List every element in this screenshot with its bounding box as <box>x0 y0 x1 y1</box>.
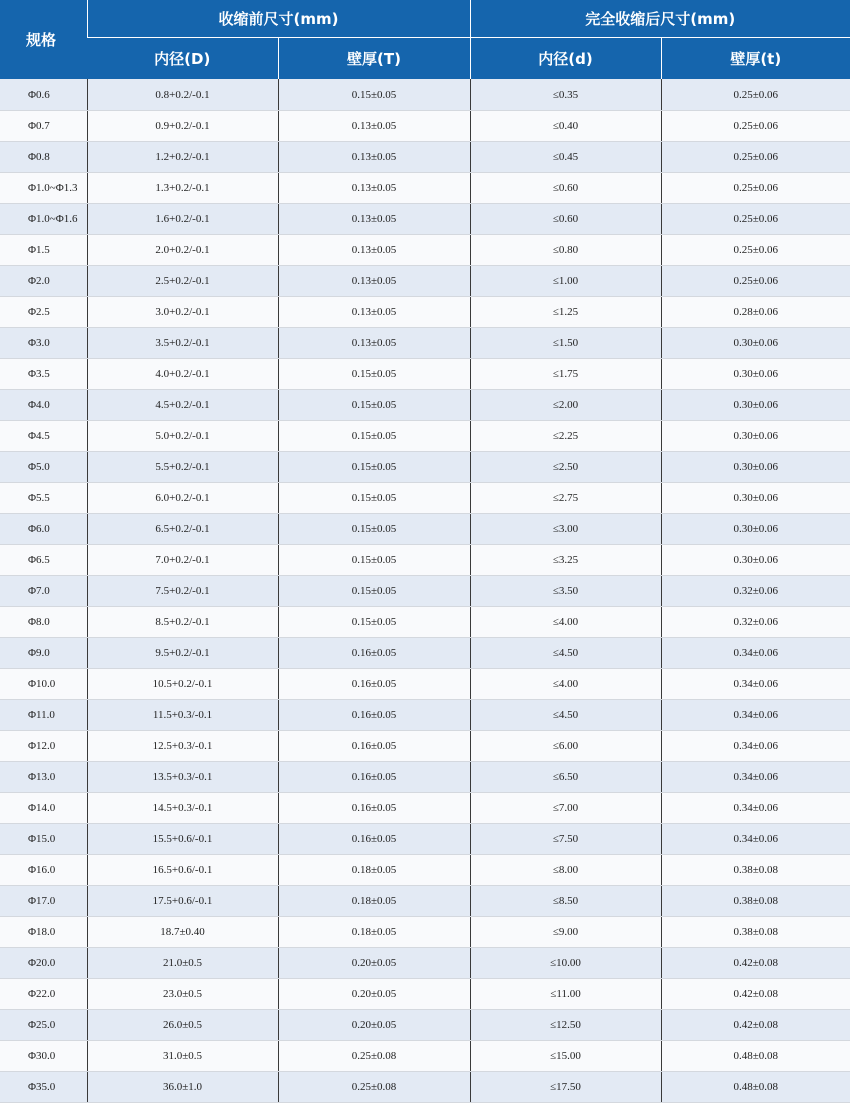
table-row <box>0 452 850 483</box>
table-row <box>0 762 850 793</box>
after-wall-thickness-cell: 0.25±0.06 <box>661 235 850 266</box>
spec-cell: Φ6.0 <box>0 514 87 545</box>
spec-column-header: 规格 <box>0 0 87 79</box>
before-inner-diameter-cell: 15.5+0.6/-0.1 <box>87 824 278 855</box>
before-inner-diameter-cell: 2.0+0.2/-0.1 <box>87 235 278 266</box>
before-wall-thickness-cell: 0.25±0.08 <box>278 1041 470 1072</box>
spec-cell: Φ5.5 <box>0 483 87 514</box>
before-wall-thickness-cell: 0.16±0.05 <box>278 669 470 700</box>
table-row <box>0 235 850 266</box>
after-wall-thickness-cell: 0.30±0.06 <box>661 452 850 483</box>
after-inner-diameter-cell: ≤4.00 <box>470 607 661 638</box>
after-inner-diameter-cell: ≤17.50 <box>470 1072 661 1103</box>
after-inner-diameter-cell: ≤10.00 <box>470 948 661 979</box>
spec-cell: Φ6.5 <box>0 545 87 576</box>
spec-cell: Φ0.7 <box>0 111 87 142</box>
before-wall-thickness-cell: 0.13±0.05 <box>278 235 470 266</box>
after-wall-thickness-header: 壁厚(t) <box>661 38 850 80</box>
after-wall-thickness-cell: 0.30±0.06 <box>661 359 850 390</box>
spec-cell: Φ0.6 <box>0 79 87 111</box>
after-wall-thickness-cell: 0.25±0.06 <box>661 266 850 297</box>
after-wall-thickness-cell: 0.32±0.06 <box>661 607 850 638</box>
table-row <box>0 421 850 452</box>
after-inner-diameter-cell: ≤0.35 <box>470 79 661 111</box>
after-wall-thickness-cell: 0.25±0.06 <box>661 142 850 173</box>
before-wall-thickness-cell: 0.16±0.05 <box>278 793 470 824</box>
before-inner-diameter-cell: 13.5+0.3/-0.1 <box>87 762 278 793</box>
table-row <box>0 1010 850 1041</box>
table-row <box>0 266 850 297</box>
spec-cell: Φ5.0 <box>0 452 87 483</box>
table-row <box>0 1072 850 1103</box>
before-inner-diameter-cell: 3.5+0.2/-0.1 <box>87 328 278 359</box>
table-row <box>0 917 850 948</box>
after-wall-thickness-cell: 0.30±0.06 <box>661 483 850 514</box>
after-wall-thickness-cell: 0.25±0.06 <box>661 111 850 142</box>
after-inner-diameter-cell: ≤4.00 <box>470 669 661 700</box>
before-inner-diameter-cell: 0.8+0.2/-0.1 <box>87 79 278 111</box>
before-wall-thickness-cell: 0.15±0.05 <box>278 421 470 452</box>
table-row <box>0 886 850 917</box>
table-header <box>0 0 850 79</box>
spec-cell: Φ2.0 <box>0 266 87 297</box>
spec-cell: Φ17.0 <box>0 886 87 917</box>
before-wall-thickness-cell: 0.15±0.05 <box>278 545 470 576</box>
before-wall-thickness-header: 壁厚(T) <box>278 38 470 80</box>
spec-cell: Φ8.0 <box>0 607 87 638</box>
spec-cell: Φ11.0 <box>0 700 87 731</box>
after-inner-diameter-cell: ≤0.60 <box>470 204 661 235</box>
spec-cell: Φ4.0 <box>0 390 87 421</box>
before-inner-diameter-cell: 4.5+0.2/-0.1 <box>87 390 278 421</box>
after-inner-diameter-cell: ≤4.50 <box>470 700 661 731</box>
after-inner-diameter-cell: ≤2.25 <box>470 421 661 452</box>
before-inner-diameter-cell: 1.3+0.2/-0.1 <box>87 173 278 204</box>
spec-cell: Φ14.0 <box>0 793 87 824</box>
before-wall-thickness-cell: 0.15±0.05 <box>278 79 470 111</box>
before-inner-diameter-cell: 17.5+0.6/-0.1 <box>87 886 278 917</box>
table-row <box>0 824 850 855</box>
after-wall-thickness-cell: 0.28±0.06 <box>661 297 850 328</box>
before-wall-thickness-cell: 0.18±0.05 <box>278 886 470 917</box>
table-row <box>0 142 850 173</box>
after-wall-thickness-cell: 0.34±0.06 <box>661 824 850 855</box>
after-wall-thickness-cell: 0.25±0.06 <box>661 204 850 235</box>
spec-cell: Φ10.0 <box>0 669 87 700</box>
spec-cell: Φ3.5 <box>0 359 87 390</box>
before-wall-thickness-cell: 0.13±0.05 <box>278 328 470 359</box>
before-wall-thickness-cell: 0.15±0.05 <box>278 483 470 514</box>
before-inner-diameter-cell: 8.5+0.2/-0.1 <box>87 607 278 638</box>
spec-cell: Φ35.0 <box>0 1072 87 1103</box>
before-inner-diameter-cell: 18.7±0.40 <box>87 917 278 948</box>
after-inner-diameter-header: 内径(d) <box>470 38 661 80</box>
before-inner-diameter-cell: 0.9+0.2/-0.1 <box>87 111 278 142</box>
spec-cell: Φ1.5 <box>0 235 87 266</box>
before-wall-thickness-cell: 0.15±0.05 <box>278 390 470 421</box>
table-row <box>0 79 850 111</box>
before-wall-thickness-cell: 0.15±0.05 <box>278 452 470 483</box>
after-inner-diameter-cell: ≤1.25 <box>470 297 661 328</box>
table-row <box>0 111 850 142</box>
after-wall-thickness-cell: 0.25±0.06 <box>661 173 850 204</box>
before-wall-thickness-cell: 0.15±0.05 <box>278 607 470 638</box>
table-row <box>0 173 850 204</box>
after-wall-thickness-cell: 0.32±0.06 <box>661 576 850 607</box>
before-wall-thickness-cell: 0.13±0.05 <box>278 173 470 204</box>
after-wall-thickness-cell: 0.25±0.06 <box>661 79 850 111</box>
after-inner-diameter-cell: ≤2.00 <box>470 390 661 421</box>
before-wall-thickness-cell: 0.16±0.05 <box>278 700 470 731</box>
after-inner-diameter-cell: ≤3.50 <box>470 576 661 607</box>
before-inner-diameter-cell: 6.0+0.2/-0.1 <box>87 483 278 514</box>
before-inner-diameter-cell: 11.5+0.3/-0.1 <box>87 700 278 731</box>
spec-cell: Φ2.5 <box>0 297 87 328</box>
table-row <box>0 359 850 390</box>
table-body <box>0 79 850 1103</box>
spec-cell: Φ9.0 <box>0 638 87 669</box>
before-inner-diameter-cell: 5.0+0.2/-0.1 <box>87 421 278 452</box>
before-wall-thickness-cell: 0.16±0.05 <box>278 731 470 762</box>
before-inner-diameter-cell: 7.5+0.2/-0.1 <box>87 576 278 607</box>
after-wall-thickness-cell: 0.42±0.08 <box>661 979 850 1010</box>
before-inner-diameter-cell: 36.0±1.0 <box>87 1072 278 1103</box>
before-inner-diameter-cell: 10.5+0.2/-0.1 <box>87 669 278 700</box>
table-row <box>0 483 850 514</box>
table-row <box>0 297 850 328</box>
spec-cell: Φ0.8 <box>0 142 87 173</box>
table-row <box>0 669 850 700</box>
spec-cell: Φ22.0 <box>0 979 87 1010</box>
before-wall-thickness-cell: 0.13±0.05 <box>278 297 470 328</box>
spec-cell: Φ3.0 <box>0 328 87 359</box>
before-inner-diameter-cell: 21.0±0.5 <box>87 948 278 979</box>
after-wall-thickness-cell: 0.30±0.06 <box>661 421 850 452</box>
after-inner-diameter-cell: ≤7.50 <box>470 824 661 855</box>
after-wall-thickness-cell: 0.34±0.06 <box>661 762 850 793</box>
after-shrink-group-header: 完全收缩后尺寸(mm) <box>470 0 850 38</box>
after-inner-diameter-cell: ≤3.25 <box>470 545 661 576</box>
before-inner-diameter-cell: 2.5+0.2/-0.1 <box>87 266 278 297</box>
table-row <box>0 638 850 669</box>
spec-cell: Φ16.0 <box>0 855 87 886</box>
before-inner-diameter-cell: 4.0+0.2/-0.1 <box>87 359 278 390</box>
before-inner-diameter-cell: 1.2+0.2/-0.1 <box>87 142 278 173</box>
after-inner-diameter-cell: ≤15.00 <box>470 1041 661 1072</box>
after-inner-diameter-cell: ≤0.40 <box>470 111 661 142</box>
after-inner-diameter-cell: ≤0.60 <box>470 173 661 204</box>
after-inner-diameter-cell: ≤0.80 <box>470 235 661 266</box>
after-wall-thickness-cell: 0.30±0.06 <box>661 390 850 421</box>
table-row <box>0 1041 850 1072</box>
spec-cell: Φ4.5 <box>0 421 87 452</box>
after-wall-thickness-cell: 0.42±0.08 <box>661 1010 850 1041</box>
after-inner-diameter-cell: ≤1.00 <box>470 266 661 297</box>
after-inner-diameter-cell: ≤6.50 <box>470 762 661 793</box>
before-shrink-group-header: 收缩前尺寸(mm) <box>87 0 470 38</box>
before-wall-thickness-cell: 0.16±0.05 <box>278 824 470 855</box>
spec-cell: Φ25.0 <box>0 1010 87 1041</box>
spec-cell: Φ13.0 <box>0 762 87 793</box>
after-wall-thickness-cell: 0.38±0.08 <box>661 855 850 886</box>
after-inner-diameter-cell: ≤6.00 <box>470 731 661 762</box>
before-wall-thickness-cell: 0.15±0.05 <box>278 576 470 607</box>
before-inner-diameter-cell: 23.0±0.5 <box>87 979 278 1010</box>
after-wall-thickness-cell: 0.34±0.06 <box>661 638 850 669</box>
before-inner-diameter-header: 内径(D) <box>87 38 278 80</box>
before-inner-diameter-cell: 6.5+0.2/-0.1 <box>87 514 278 545</box>
after-inner-diameter-cell: ≤0.45 <box>470 142 661 173</box>
before-inner-diameter-cell: 14.5+0.3/-0.1 <box>87 793 278 824</box>
spec-cell: Φ15.0 <box>0 824 87 855</box>
before-wall-thickness-cell: 0.15±0.05 <box>278 514 470 545</box>
table-row <box>0 731 850 762</box>
before-wall-thickness-cell: 0.20±0.05 <box>278 979 470 1010</box>
after-wall-thickness-cell: 0.48±0.08 <box>661 1041 850 1072</box>
table-row <box>0 793 850 824</box>
before-wall-thickness-cell: 0.20±0.05 <box>278 1010 470 1041</box>
before-wall-thickness-cell: 0.13±0.05 <box>278 266 470 297</box>
table-row <box>0 328 850 359</box>
after-wall-thickness-cell: 0.38±0.08 <box>661 917 850 948</box>
after-inner-diameter-cell: ≤9.00 <box>470 917 661 948</box>
before-inner-diameter-cell: 7.0+0.2/-0.1 <box>87 545 278 576</box>
before-inner-diameter-cell: 31.0±0.5 <box>87 1041 278 1072</box>
spec-cell: Φ1.0~Φ1.3 <box>0 173 87 204</box>
after-inner-diameter-cell: ≤2.50 <box>470 452 661 483</box>
table-row <box>0 545 850 576</box>
table-row <box>0 390 850 421</box>
table-row <box>0 514 850 545</box>
before-inner-diameter-cell: 16.5+0.6/-0.1 <box>87 855 278 886</box>
after-inner-diameter-cell: ≤11.00 <box>470 979 661 1010</box>
table-row <box>0 576 850 607</box>
before-wall-thickness-cell: 0.18±0.05 <box>278 917 470 948</box>
spec-cell: Φ20.0 <box>0 948 87 979</box>
before-inner-diameter-cell: 9.5+0.2/-0.1 <box>87 638 278 669</box>
after-wall-thickness-cell: 0.34±0.06 <box>661 793 850 824</box>
after-inner-diameter-cell: ≤8.50 <box>470 886 661 917</box>
after-inner-diameter-cell: ≤8.00 <box>470 855 661 886</box>
after-inner-diameter-cell: ≤12.50 <box>470 1010 661 1041</box>
before-wall-thickness-cell: 0.18±0.05 <box>278 855 470 886</box>
after-inner-diameter-cell: ≤7.00 <box>470 793 661 824</box>
spec-cell: Φ30.0 <box>0 1041 87 1072</box>
after-wall-thickness-cell: 0.30±0.06 <box>661 514 850 545</box>
table-row <box>0 700 850 731</box>
header-row-groups <box>0 0 850 38</box>
before-wall-thickness-cell: 0.13±0.05 <box>278 111 470 142</box>
after-wall-thickness-cell: 0.30±0.06 <box>661 545 850 576</box>
table-row <box>0 607 850 638</box>
table-row <box>0 855 850 886</box>
after-wall-thickness-cell: 0.42±0.08 <box>661 948 850 979</box>
table-row <box>0 948 850 979</box>
before-wall-thickness-cell: 0.13±0.05 <box>278 204 470 235</box>
before-inner-diameter-cell: 5.5+0.2/-0.1 <box>87 452 278 483</box>
after-wall-thickness-cell: 0.30±0.06 <box>661 328 850 359</box>
spec-cell: Φ18.0 <box>0 917 87 948</box>
before-wall-thickness-cell: 0.15±0.05 <box>278 359 470 390</box>
spec-cell: Φ1.0~Φ1.6 <box>0 204 87 235</box>
after-inner-diameter-cell: ≤3.00 <box>470 514 661 545</box>
table-row <box>0 979 850 1010</box>
after-inner-diameter-cell: ≤4.50 <box>470 638 661 669</box>
spec-cell: Φ7.0 <box>0 576 87 607</box>
header-row-columns <box>0 38 850 80</box>
after-inner-diameter-cell: ≤1.50 <box>470 328 661 359</box>
spec-cell: Φ12.0 <box>0 731 87 762</box>
before-wall-thickness-cell: 0.13±0.05 <box>278 142 470 173</box>
before-inner-diameter-cell: 12.5+0.3/-0.1 <box>87 731 278 762</box>
before-inner-diameter-cell: 3.0+0.2/-0.1 <box>87 297 278 328</box>
after-wall-thickness-cell: 0.34±0.06 <box>661 731 850 762</box>
after-wall-thickness-cell: 0.34±0.06 <box>661 700 850 731</box>
before-wall-thickness-cell: 0.25±0.08 <box>278 1072 470 1103</box>
table-row <box>0 204 850 235</box>
before-inner-diameter-cell: 1.6+0.2/-0.1 <box>87 204 278 235</box>
before-wall-thickness-cell: 0.20±0.05 <box>278 948 470 979</box>
after-inner-diameter-cell: ≤2.75 <box>470 483 661 514</box>
before-wall-thickness-cell: 0.16±0.05 <box>278 638 470 669</box>
after-wall-thickness-cell: 0.38±0.08 <box>661 886 850 917</box>
before-wall-thickness-cell: 0.16±0.05 <box>278 762 470 793</box>
after-wall-thickness-cell: 0.34±0.06 <box>661 669 850 700</box>
after-inner-diameter-cell: ≤1.75 <box>470 359 661 390</box>
after-wall-thickness-cell: 0.48±0.08 <box>661 1072 850 1103</box>
before-inner-diameter-cell: 26.0±0.5 <box>87 1010 278 1041</box>
